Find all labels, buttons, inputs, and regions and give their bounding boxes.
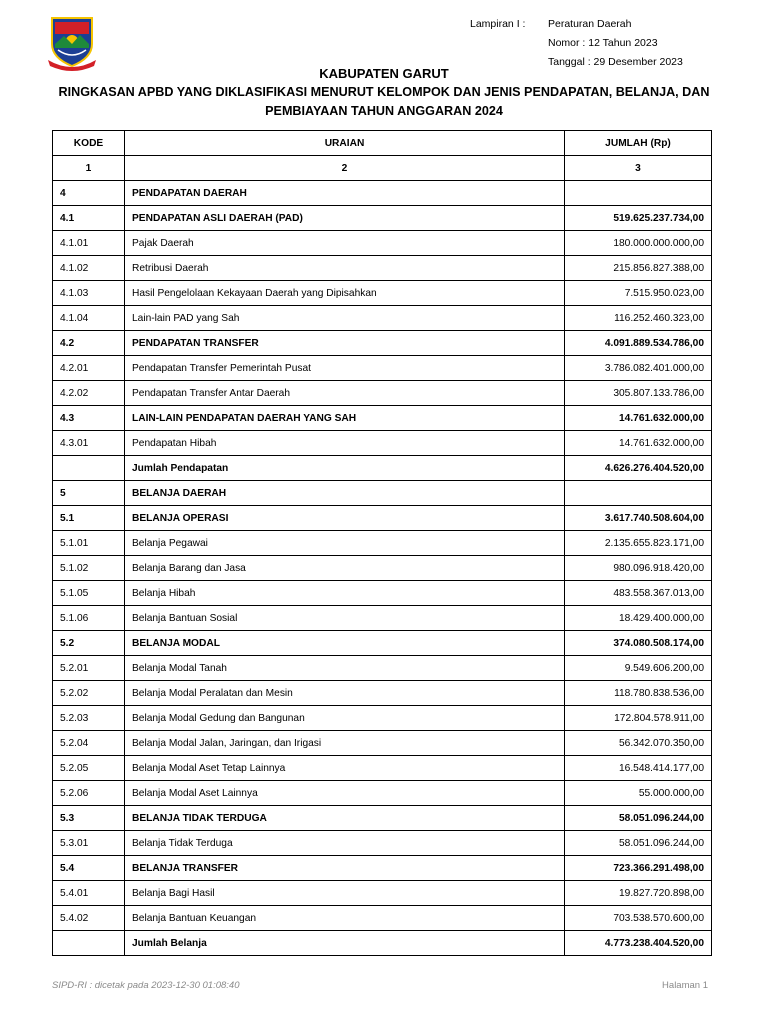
column-number-row [53, 156, 712, 181]
row-kode: 5.1.02 [53, 556, 125, 581]
table-row [53, 381, 712, 406]
row-jumlah: 58.051.096.244,00 [565, 831, 712, 856]
row-jumlah: 19.827.720.898,00 [565, 881, 712, 906]
table-row [53, 706, 712, 731]
row-jumlah: 215.856.827.388,00 [565, 256, 712, 281]
row-jumlah: 980.096.918.420,00 [565, 556, 712, 581]
column-number-2: 2 [125, 156, 565, 181]
table-row [53, 681, 712, 706]
row-uraian: PENDAPATAN ASLI DAERAH (PAD) [125, 206, 565, 231]
table-row [53, 856, 712, 881]
row-jumlah: 305.807.133.786,00 [565, 381, 712, 406]
row-jumlah: 116.252.460.323,00 [565, 306, 712, 331]
column-number-3: 3 [565, 156, 712, 181]
header-jumlah: JUMLAH (Rp) [565, 131, 712, 156]
row-uraian: Belanja Pegawai [125, 531, 565, 556]
table-row [53, 781, 712, 806]
row-kode: 4.1.03 [53, 281, 125, 306]
row-jumlah: 172.804.578.911,00 [565, 706, 712, 731]
row-uraian: Belanja Modal Tanah [125, 656, 565, 681]
row-uraian: Jumlah Belanja [125, 931, 565, 956]
table-row [53, 656, 712, 681]
row-kode: 5.4.02 [53, 906, 125, 931]
row-kode: 4.1.02 [53, 256, 125, 281]
header-kode: KODE [53, 131, 125, 156]
row-uraian: Lain-lain PAD yang Sah [125, 306, 565, 331]
kabupaten-garut-emblem [46, 14, 98, 72]
row-kode: 5.2.02 [53, 681, 125, 706]
row-kode: 4.2.01 [53, 356, 125, 381]
row-uraian: BELANJA MODAL [125, 631, 565, 656]
row-uraian: Pendapatan Transfer Pemerintah Pusat [125, 356, 565, 381]
header-uraian: URAIAN [125, 131, 565, 156]
row-uraian: Jumlah Pendapatan [125, 456, 565, 481]
regulation-number: Nomor : 12 Tahun 2023 [548, 37, 658, 49]
row-jumlah: 18.429.400.000,00 [565, 606, 712, 631]
row-kode: 5.2.01 [53, 656, 125, 681]
table-row [53, 731, 712, 756]
row-jumlah: 55.000.000,00 [565, 781, 712, 806]
row-jumlah: 723.366.291.498,00 [565, 856, 712, 881]
row-uraian: PENDAPATAN DAERAH [125, 181, 565, 206]
table-row [53, 181, 712, 206]
row-jumlah: 16.548.414.177,00 [565, 756, 712, 781]
row-kode: 4.2.02 [53, 381, 125, 406]
table-row [53, 281, 712, 306]
row-kode: 4.1.01 [53, 231, 125, 256]
table-row [53, 756, 712, 781]
table-row [53, 481, 712, 506]
row-uraian: Belanja Modal Aset Tetap Lainnya [125, 756, 565, 781]
row-uraian: Belanja Bantuan Keuangan [125, 906, 565, 931]
table-row [53, 256, 712, 281]
row-uraian: Retribusi Daerah [125, 256, 565, 281]
row-kode: 4 [53, 181, 125, 206]
row-uraian: BELANJA TIDAK TERDUGA [125, 806, 565, 831]
row-uraian: Belanja Bagi Hasil [125, 881, 565, 906]
table-header-row [53, 131, 712, 156]
row-jumlah: 7.515.950.023,00 [565, 281, 712, 306]
title-line-2: RINGKASAN APBD YANG DIKLASIFIKASI MENURUT KELOMPOK DAN JENIS PENDAPATAN, BELANJA, DAN [58, 85, 710, 99]
row-uraian: Pajak Daerah [125, 231, 565, 256]
title-line-3: PEMBIAYAAN TAHUN ANGGARAN 2024 [265, 104, 503, 118]
apbd-summary-table [52, 130, 712, 956]
table-row [53, 806, 712, 831]
row-kode: 5.4.01 [53, 881, 125, 906]
row-uraian: Pendapatan Hibah [125, 431, 565, 456]
row-jumlah [565, 181, 712, 206]
regulation-type: Peraturan Daerah [548, 18, 632, 30]
table-row [53, 906, 712, 931]
row-uraian: BELANJA DAERAH [125, 481, 565, 506]
row-uraian: Belanja Bantuan Sosial [125, 606, 565, 631]
row-jumlah: 58.051.096.244,00 [565, 806, 712, 831]
row-jumlah: 2.135.655.823.171,00 [565, 531, 712, 556]
row-uraian: Belanja Modal Gedung dan Bangunan [125, 706, 565, 731]
row-jumlah: 14.761.632.000,00 [565, 431, 712, 456]
row-jumlah: 4.626.276.404.520,00 [565, 456, 712, 481]
table-row [53, 631, 712, 656]
table-row [53, 506, 712, 531]
row-uraian: Hasil Pengelolaan Kekayaan Daerah yang Dipisahkan [125, 281, 565, 306]
row-uraian: Belanja Tidak Terduga [125, 831, 565, 856]
row-kode: 5.1.06 [53, 606, 125, 631]
row-kode: 4.2 [53, 331, 125, 356]
row-kode: 5.1.05 [53, 581, 125, 606]
row-jumlah: 703.538.570.600,00 [565, 906, 712, 931]
row-uraian: PENDAPATAN TRANSFER [125, 331, 565, 356]
table-row [53, 306, 712, 331]
table-row [53, 881, 712, 906]
row-uraian: Belanja Modal Jalan, Jaringan, dan Irigasi [125, 731, 565, 756]
row-uraian: BELANJA OPERASI [125, 506, 565, 531]
row-jumlah: 9.549.606.200,00 [565, 656, 712, 681]
table-row [53, 581, 712, 606]
row-kode: 5.1 [53, 506, 125, 531]
table-row [53, 231, 712, 256]
row-uraian: BELANJA TRANSFER [125, 856, 565, 881]
title-region: KABUPATEN GARUT [319, 66, 449, 81]
row-kode: 4.1.04 [53, 306, 125, 331]
column-number-1: 1 [53, 156, 125, 181]
table-row [53, 406, 712, 431]
table-row [53, 356, 712, 381]
row-uraian: Belanja Hibah [125, 581, 565, 606]
row-kode: 4.3.01 [53, 431, 125, 456]
row-kode: 5.2.06 [53, 781, 125, 806]
row-jumlah: 483.558.367.013,00 [565, 581, 712, 606]
row-kode: 4.1 [53, 206, 125, 231]
row-jumlah: 374.080.508.174,00 [565, 631, 712, 656]
row-kode: 5.2.05 [53, 756, 125, 781]
row-kode: 5.4 [53, 856, 125, 881]
row-kode: 5.1.01 [53, 531, 125, 556]
row-kode: 5.2.04 [53, 731, 125, 756]
row-jumlah: 118.780.838.536,00 [565, 681, 712, 706]
regulation-date: Tanggal : 29 Desember 2023 [548, 56, 683, 68]
row-jumlah: 519.625.237.734,00 [565, 206, 712, 231]
row-jumlah [565, 481, 712, 506]
row-uraian: Belanja Barang dan Jasa [125, 556, 565, 581]
row-jumlah: 180.000.000.000,00 [565, 231, 712, 256]
row-kode: 5.2.03 [53, 706, 125, 731]
row-kode: 5 [53, 481, 125, 506]
row-jumlah: 56.342.070.350,00 [565, 731, 712, 756]
lampiran-label: Lampiran I : [470, 18, 526, 30]
row-kode: 5.2 [53, 631, 125, 656]
table-row [53, 431, 712, 456]
document-title [0, 66, 768, 120]
page-number: Halaman 1 [662, 980, 708, 991]
table-row [53, 456, 712, 481]
print-timestamp: SIPD-RI : dicetak pada 2023-12-30 01:08:40 [52, 980, 240, 991]
table-row [53, 531, 712, 556]
row-jumlah: 4.773.238.404.520,00 [565, 931, 712, 956]
row-uraian: Belanja Modal Peralatan dan Mesin [125, 681, 565, 706]
row-uraian: Pendapatan Transfer Antar Daerah [125, 381, 565, 406]
row-kode: 5.3.01 [53, 831, 125, 856]
table-body [53, 181, 712, 956]
row-jumlah: 4.091.889.534.786,00 [565, 331, 712, 356]
row-uraian: Belanja Modal Aset Lainnya [125, 781, 565, 806]
table-row [53, 206, 712, 231]
lampiran-block [470, 15, 683, 72]
table-row [53, 556, 712, 581]
row-kode [53, 931, 125, 956]
row-uraian: LAIN-LAIN PENDAPATAN DAERAH YANG SAH [125, 406, 565, 431]
row-kode: 5.3 [53, 806, 125, 831]
table-row [53, 606, 712, 631]
table-row [53, 931, 712, 956]
row-jumlah: 3.617.740.508.604,00 [565, 506, 712, 531]
row-kode: 4.3 [53, 406, 125, 431]
row-jumlah: 14.761.632.000,00 [565, 406, 712, 431]
row-kode [53, 456, 125, 481]
table-row [53, 831, 712, 856]
table-row [53, 331, 712, 356]
row-jumlah: 3.786.082.401.000,00 [565, 356, 712, 381]
